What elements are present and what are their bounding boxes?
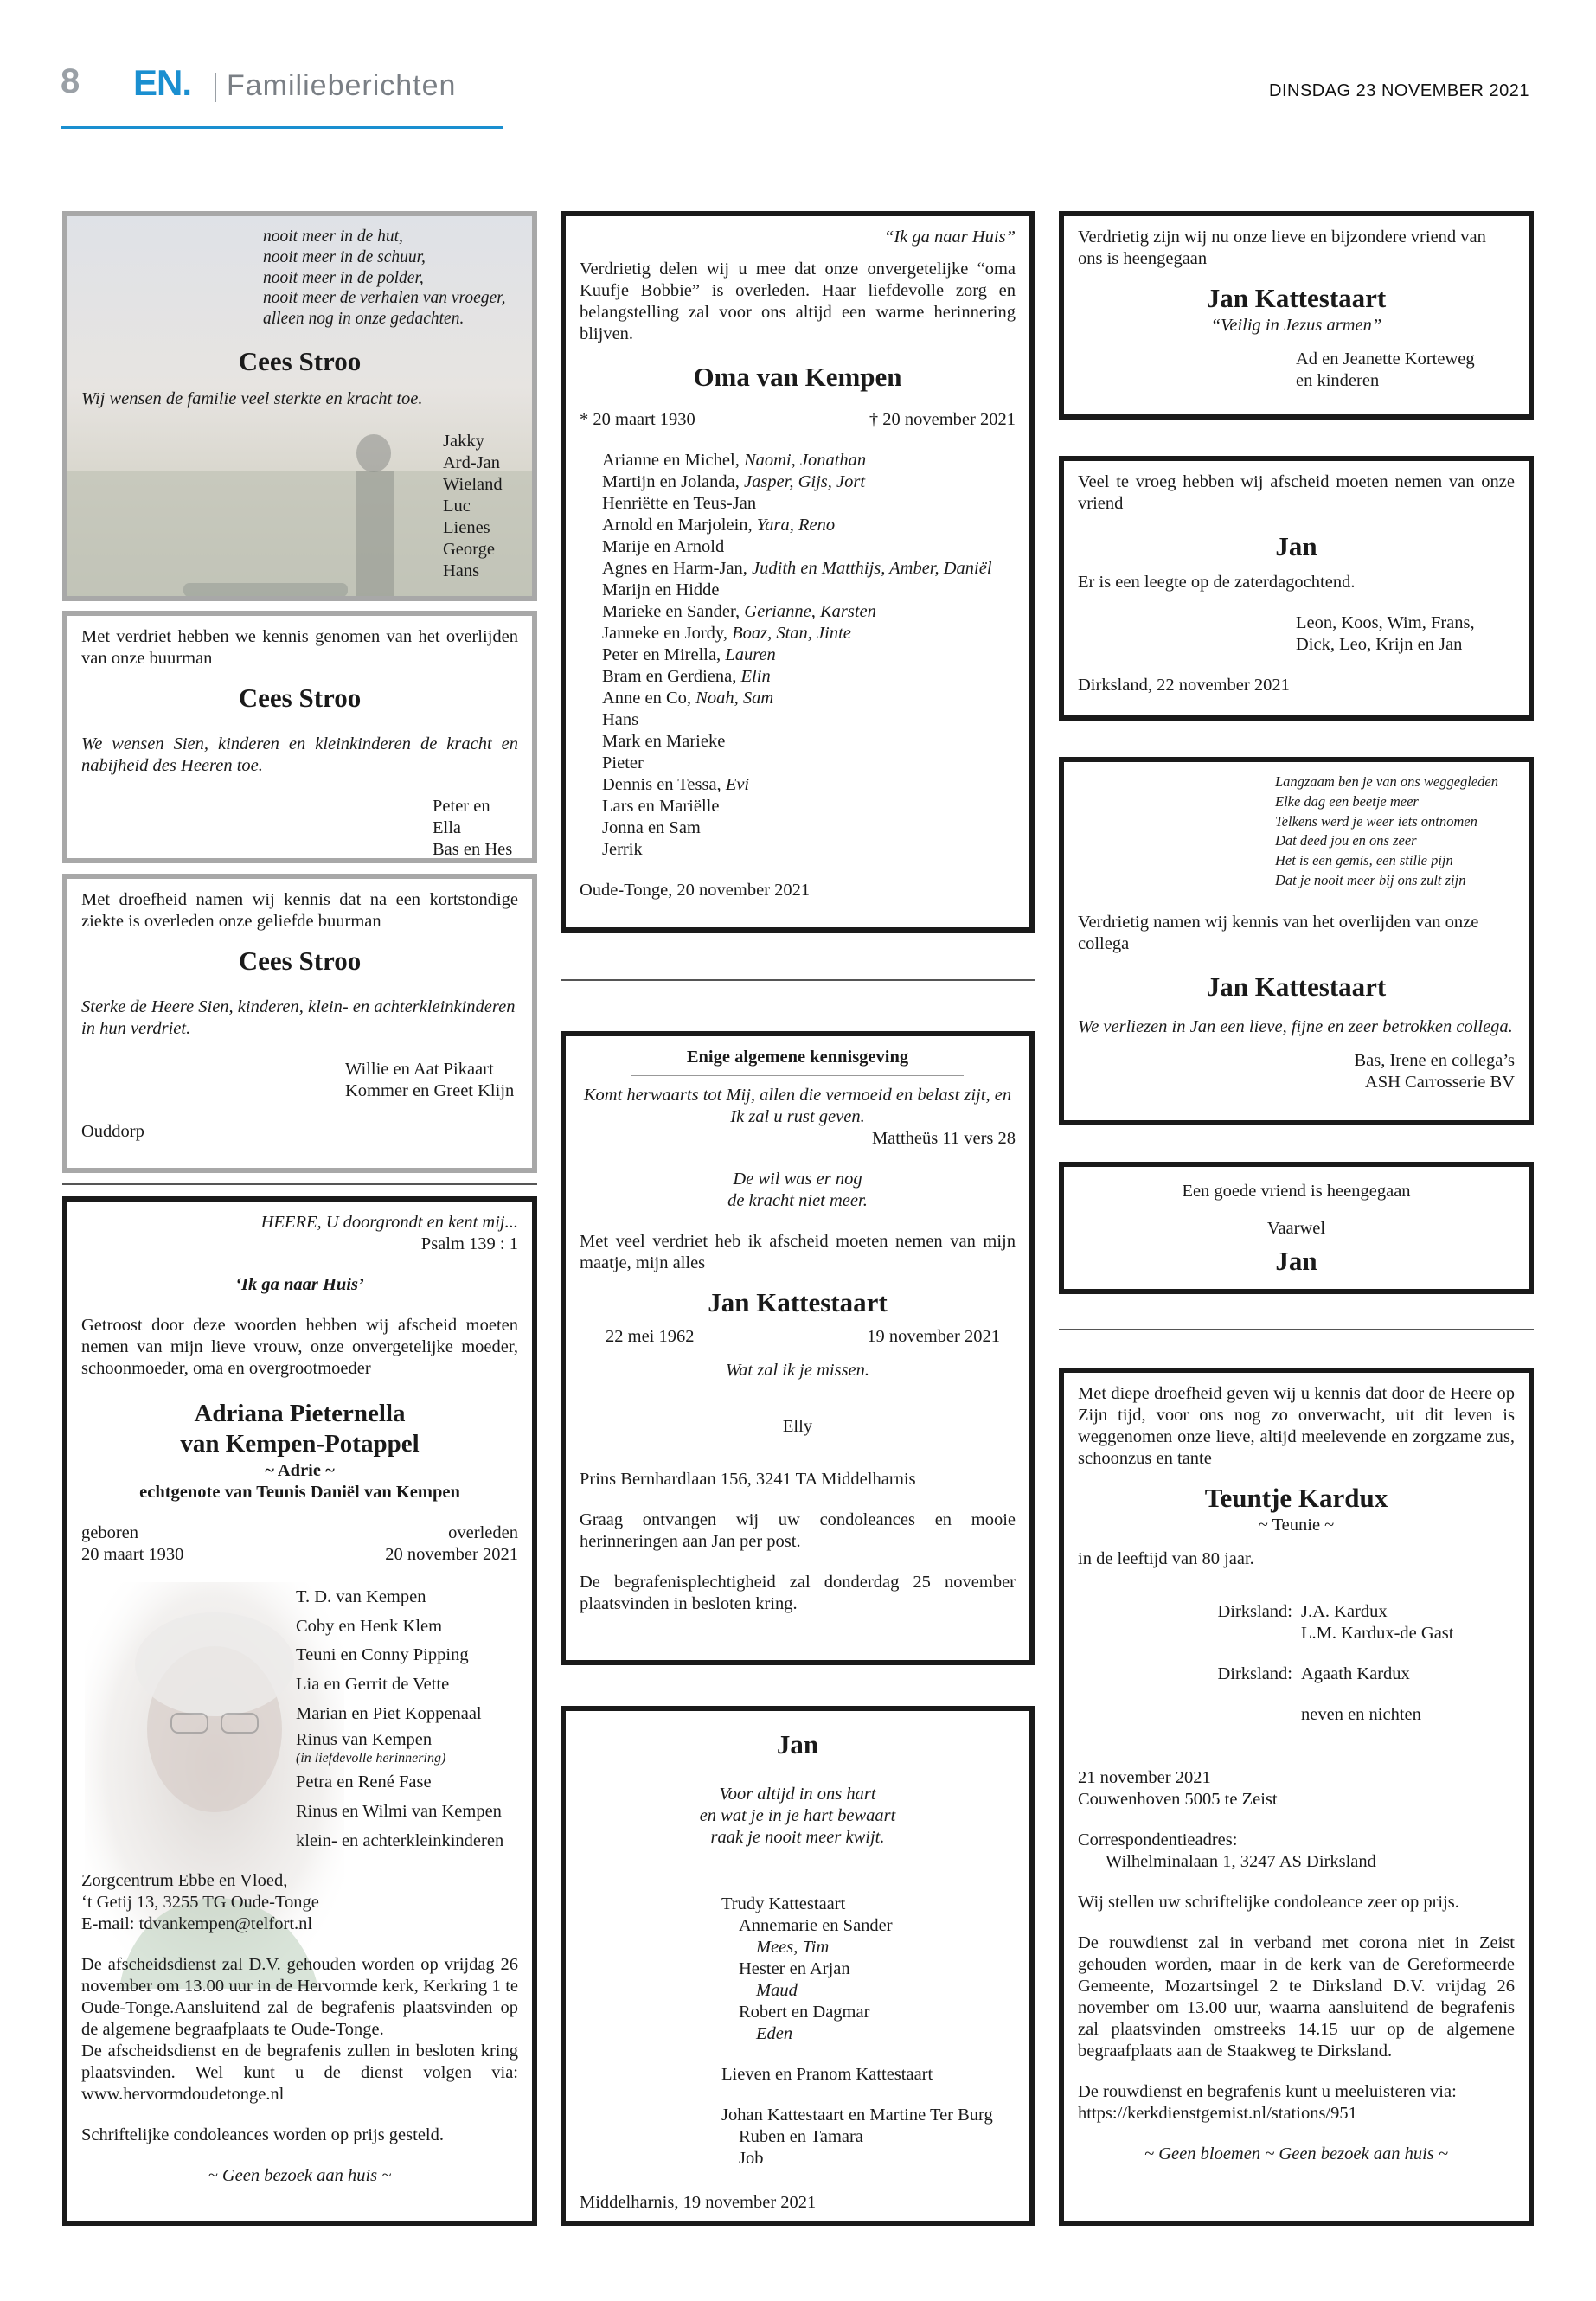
deceased-name: Jan Kattestaart [1206,283,1387,313]
family-member-children: Gerianne, Karsten [744,601,876,621]
column-divider [1059,1329,1534,1330]
family-member: Marian en Piet Koppenaal [296,1704,482,1723]
poem-line: de kracht niet meer. [727,1191,868,1210]
intro-text: Verdrietig zijn wij nu onze lieve en bijzondere vriend van ons is heengegaan [1078,228,1486,268]
dates-row [580,1326,1016,1348]
family-group-2 [1078,1663,1515,1685]
family-member-children: Jasper, Gijs, Jort [743,471,866,491]
family-place: Dirksland: [1217,1663,1292,1683]
poem-line: Dat deed jou en ons zeer [1275,832,1417,849]
bible-verse-reference: Mattheüs 11 vers 28 [871,1129,1016,1148]
family-member-names: Arnold en Marjolein, [602,515,757,535]
family-member-names: Marieke en Sander, [602,601,745,621]
service-text-2: De afscheidsdienst en de begrafenis zullen in besloten kring plaatsvinden. Wel kunt u de dienst volgen via: www.hervormdoudetonge.nl [81,2041,518,2104]
signer: Kommer en Greet Klijn [345,1080,515,1100]
service-text: De afscheidsdienst zal D.V. gehouden worden op vrijdag 26 november om 13.00 uur in de Hervormde kerk, Kerkring 1 te Oude-Tonge.Aansluitend zal de begrafenis plaatsvinden op de algemene begraafplaats te Oude-Tonge. [81,1954,518,2039]
notice-cees-stroo-photo [62,211,537,601]
signers [81,1059,518,1102]
listen-text: De rouwdienst en begrafenis kunt u meeluisteren via: [1078,2081,1457,2101]
column-divider [62,1183,537,1185]
place-date: Dirksland, 22 november 2021 [1078,675,1290,695]
bible-verse: HEERE, U doorgrondt en kent mij... [260,1213,518,1232]
family-member [602,471,1016,493]
notice-title: Enige algemene kennisgeving [686,1048,909,1067]
title-rule [631,1075,964,1076]
family-member-names: Arianne en Michel, [602,450,744,470]
family-member: Trudy Kattestaart [721,1894,846,1913]
family-member: Lia en Gerrit de Vette [296,1675,450,1695]
family-member: T. D. van Kempen [296,1586,426,1606]
family-member-names: Peter en Mirella, [602,644,726,664]
family-member: Agaath Kardux [1301,1663,1410,1683]
nickname: ~ Adrie ~ [265,1460,335,1480]
family-member: Ruben en Tamara [739,2126,863,2146]
poem-line: nooit meer de verhalen van vroeger, [263,289,506,308]
text: We verliezen in Jan een lieve, fijne en zeer betrokken collega. [1078,1017,1513,1037]
family-member [602,666,1016,688]
family-member-children: Judith en Matthijs, Amber, Daniël [752,558,992,578]
address: Prins Bernhardlaan 156, 3241 TA Middelharnis [580,1469,916,1489]
deceased-name: Cees Stroo [238,945,362,976]
born-date: * 20 maart 1930 [580,409,695,429]
family-member-names: Marije en Arnold [602,536,725,556]
family-member [602,753,1016,774]
poem-line: nooit meer in de hut, [263,228,403,246]
condolence-text: Wij stellen uw schriftelijke condoleance zeer op prijs. [1078,1892,1459,1912]
header-rule [61,126,503,129]
poem-line: alleen nog in onze gedachten. [263,310,465,329]
intro-text: Verdrietig namen wij kennis van het overlijden van onze collega [1078,912,1479,953]
notice-jan-friends [1059,456,1534,721]
deceased-name: Jan [1275,531,1317,561]
service-text: De rouwdienst zal in verband met corona niet in Zeist gehouden worden, maar in de kerk van de Gereformeerde Gemeente, Mozartsingel 2 te Dirksland D.V. vrijdag 26 november om 13.00 uur, waarna aansluitend de begrafenis zal plaatsvinden omstreeks 14.15 uur op de algemene begraafplaats aan de Staakweg te Dirksland. [1078,1932,1515,2061]
family-member: klein- en achterkleinkinderen [296,1830,504,1850]
signer: Luc [443,496,471,516]
condolences-text: Schriftelijke condoleances worden op prijs gesteld. [81,2125,444,2144]
family-member: Johan Kattestaart en Martine Ter Burg [721,2105,993,2125]
family-member [602,493,1016,515]
signer: ASH Carrosserie BV [1364,1073,1515,1093]
intro-text: Met veel verdriet heb ik afscheid moeten nemen van mijn maatje, mijn alles [580,1232,1016,1272]
family-member [602,623,1016,644]
family-member: Rinus en Wilmi van Kempen [296,1802,502,1822]
poem-line: Dat je nooit meer bij ons zult zijn [1275,871,1466,888]
signer: Elly [782,1416,813,1436]
farewell-text: Vaarwel [1266,1219,1326,1238]
family-member: Annemarie en Sander [739,1915,893,1935]
died-label: overleden [448,1522,518,1542]
poem-line: raak je nooit meer kwijt. [710,1827,885,1847]
dates-row [580,409,1016,431]
notice-jan-family [561,1706,1035,2226]
family-place: Dirksland: [1217,1601,1292,1621]
section-title: Familieberichten [227,69,457,102]
died-date: 20 november 2021 [385,1544,518,1564]
in-memory-note: (in liefdevolle herinnering) [296,1751,446,1766]
family-member [602,644,1016,666]
family-member: Maud [756,1980,798,2000]
notice-cees-stroo-neighbours-1 [62,611,537,863]
family-member: J.A. Kardux [1301,1601,1388,1621]
family-member-names: Jerrik [602,839,643,859]
correspondence-address: Wilhelminalaan 1, 3247 AS Dirksland [1106,1851,1376,1871]
signers [1078,349,1515,392]
quote: ‘Ik ga naar Huis’ [235,1275,364,1294]
intro-text: Met verdriet hebben we kennis genomen van het overlijden van onze buurman [81,627,518,668]
family-member [602,731,1016,753]
bible-verse: Komt herwaarts tot Mij, allen die vermoeid en belast zijt, en Ik zal u rust geven. [583,1086,1012,1126]
column-divider [561,979,1035,981]
family-member: L.M. Kardux-de Gast [1301,1623,1454,1643]
family-member-names: Hans [602,709,639,729]
notice-jan-kattestaart-colleagues [1059,757,1534,1125]
date-text: 21 november 2021 [1078,1767,1211,1787]
family-member [602,817,1016,839]
signers [81,431,518,582]
signer: Ad en Jeanette Korteweg [1296,349,1475,369]
page-number: 8 [61,62,80,100]
family-member: neven en nichten [1301,1704,1421,1724]
family-member [602,774,1016,796]
footer-note: ~ Geen bezoek aan huis ~ [208,2165,392,2185]
family-member-names: Marijn en Hidde [602,580,720,599]
family-member-names: Janneke en Jordy, [602,623,733,643]
funeral-text: De begrafenisplechtigheid zal donderdag 25 november plaatsvinden in besloten kring. [580,1572,1016,1613]
intro-text: Met diepe droefheid geven wij u kennis dat door de Heere op Zijn tijd, voor ons nog zo onverwacht, uit dit leven is weggenomen onze lieve, altijd meelevende en zorgzame zus, schoonzus en tante [1078,1384,1515,1468]
signer: Lienes [443,517,490,537]
family-member: Coby en Henk Klem [296,1616,443,1636]
stream-link[interactable]: https://kerkdienstgemist.nl/stations/951 [1078,2103,1357,2123]
family-member-names: Henriëtte en Teus-Jan [602,493,757,513]
email-link[interactable]: E-mail: tdvankempen@telfort.nl [81,1913,313,1933]
signer: Leon, Koos, Wim, Frans, [1296,612,1475,632]
born-date: 22 mei 1962 [606,1326,695,1346]
family-member [602,558,1016,580]
signers [1078,1050,1515,1093]
footer-note: ~ Geen bloemen ~ Geen bezoek aan huis ~ [1144,2144,1448,2163]
address: Couwenhoven 5005 te Zeist [1078,1789,1278,1809]
deceased-name: Jan [1275,1246,1317,1276]
family-member: Mees, Tim [756,1937,830,1957]
notice-adriana-van-kempen [62,1196,537,2226]
family-member [602,450,1016,471]
place-date: Oude-Tonge, 20 november 2021 [580,880,811,900]
family-member-children: Elin [740,666,771,686]
family-member: Eden [756,2023,793,2043]
wish-text: Sterke de Heere Sien, kinderen, klein- en achterkleinkinderen in hun verdriet. [81,997,516,1038]
poem-line: Het is een gemis, een stille pijn [1275,852,1453,869]
place: Ouddorp [81,1121,144,1141]
family-member [602,839,1016,861]
address-line: Zorgcentrum Ebbe en Vloed, [81,1870,288,1890]
dates-row [81,1522,518,1566]
newspaper-logo[interactable]: EN. [133,62,192,103]
family-group-1 [1078,1601,1515,1644]
memories-text: Graag ontvangen wij uw condoleances en mooie herinneringen aan Jan per post. [580,1509,1016,1551]
family-member: Robert en Dagmar [739,2002,870,2022]
poem-line: en wat je in je hart bewaart [699,1805,896,1825]
family-member-names: Jonna en Sam [602,817,701,837]
family-list-2 [580,2105,1016,2170]
family-member: Petra en René Fase [296,1772,432,1792]
intro-text: Veel te vroeg hebben wij afscheid moeten nemen van onze vriend [1078,472,1515,513]
quote: “Veilig in Jezus armen” [1210,315,1382,335]
family-member-children: Lauren [725,644,776,664]
signer: Hans [443,561,480,580]
signer: Jakky [443,431,484,451]
place-date: Middelharnis, 19 november 2021 [580,2192,817,2212]
wish-text: We wensen Sien, kinderen en kleinkinderen de kracht en nabijheid des Heeren toe. [81,734,518,775]
family-list [580,1894,1016,2045]
poem-line: nooit meer in de polder, [263,268,424,287]
family-member-children: Evi [725,774,750,794]
notice-teuntje-kardux [1059,1368,1534,2226]
family-member-names: Martijn en Jolanda, [602,471,744,491]
family-member [602,709,1016,731]
poem-line: nooit meer in de schuur, [263,247,426,266]
family-member: Lieven en Pranom Kattestaart [721,2064,933,2084]
signer: Wieland [443,474,503,494]
header-separator [215,73,216,102]
deceased-name-line1: Adriana Pieternella [194,1400,406,1427]
quote: “Ik ga naar Huis” [883,228,1016,247]
poem [81,227,518,330]
family-member [602,601,1016,623]
signers [1078,612,1515,656]
address-line: ‘t Getij 13, 3255 TG Oude-Tonge [81,1892,319,1912]
poem-line: Elke dag een beetje meer [1275,792,1419,810]
family-member-names: Pieter [602,753,644,772]
signer: Bas, Irene en collega’s [1354,1051,1515,1071]
poem-line: Voor altijd in ons hart [719,1784,876,1804]
spouse-line: echtgenote van Teunis Daniël van Kempen [139,1482,460,1502]
signer: Bas en Hes [433,839,513,859]
signer: Ard-Jan [443,452,501,472]
notice-jan-vaarwel [1059,1162,1534,1294]
deceased-name: Cees Stroo [238,345,362,376]
family-member [602,688,1016,709]
family-member-names: Lars en Mariëlle [602,796,720,816]
wish-text: Wij wensen de familie veel sterkte en kracht toe. [81,388,423,408]
deceased-name: Jan [776,1729,819,1759]
intro-text: Een goede vriend is heengegaan [1182,1182,1411,1201]
family-member-names: Agnes en Harm-Jan, [602,558,753,578]
signer: Peter en Ella [433,796,490,837]
notice-cees-stroo-neighbours-2 [62,874,537,1173]
poem [1078,772,1515,891]
deceased-name-line2: van Kempen-Potappel [180,1430,420,1458]
family-member: Teuni en Conny Pipping [296,1645,469,1665]
family-member-children: Yara, Reno [756,515,836,535]
family-member: Rinus van Kempen [296,1729,433,1749]
born-date: 20 maart 1930 [81,1544,184,1564]
deceased-name: Jan Kattestaart [1206,971,1387,1002]
signer: en kinderen [1296,370,1380,390]
signers [81,796,518,861]
signer: George [443,539,495,559]
died-date: † 20 november 2021 [869,409,1016,429]
family-list [580,450,1016,861]
nickname: ~ Teunie ~ [1258,1515,1335,1535]
family-member [602,796,1016,817]
intro-text: Met droefheid namen wij kennis dat na een kortstondige ziekte is overleden onze geliefde buurman [81,890,518,931]
text: Er is een leegte op de zaterdagochtend. [1078,572,1356,592]
poem-line: Langzaam ben je van ons weggegleden [1275,773,1498,790]
deceased-name: Teuntje Kardux [1204,1483,1388,1513]
family-member-names: Bram en Gerdiena, [602,666,741,686]
family-member-names: Mark en Marieke [602,731,726,751]
notice-jan-kattestaart-korteweg [1059,211,1534,420]
intro-text: Getroost door deze woorden hebben wij afscheid moeten nemen van mijn lieve vrouw, onze onvergetelijke moeder, schoonmoeder, oma en overgrootmoeder [81,1316,518,1378]
poem-line: De wil was er nog [733,1170,862,1189]
born-label: geboren [81,1522,139,1542]
signer: Willie en Aat Pikaart [345,1059,494,1079]
poem-line: Telkens werd je weer iets ontnomen [1275,812,1477,830]
age-text: in de leeftijd van 80 jaar. [1078,1548,1254,1568]
family-member [602,515,1016,536]
deceased-name: Oma van Kempen [693,362,902,392]
died-date: 19 november 2021 [867,1326,1000,1346]
family-member-children: Boaz, Stan, Jinte [732,623,851,643]
signer: Dick, Leo, Krijn en Jan [1296,634,1463,654]
intro-text: Verdrietig delen wij u mee dat onze onvergetelijke “oma Kuufje Bobbie” is overleden. Haar liefdevolle zorg en belangstelling zal voor ons altijd een warme herinnering blijven. [580,260,1016,343]
issue-date: DINSDAG 23 NOVEMBER 2021 [1269,81,1529,100]
bible-verse-reference: Psalm 139 : 1 [420,1234,518,1253]
family-member-children: Naomi, Jonathan [743,450,867,470]
deceased-name: Cees Stroo [238,683,362,713]
notice-jan-kattestaart-elly [561,1031,1035,1665]
family-member: Hester en Arjan [739,1958,850,1978]
family-member [602,536,1016,558]
family-member [602,580,1016,601]
miss-text: Wat zal ik je missen. [725,1360,870,1380]
family-member: Job [739,2148,764,2168]
family-member-names: Anne en Co, [602,688,696,708]
correspondence-label: Correspondentieadres: [1078,1830,1238,1849]
notice-oma-van-kempen [561,211,1035,933]
family-member-children: Noah, Sam [695,688,774,708]
deceased-name: Jan Kattestaart [708,1287,888,1317]
family-member-names: Dennis en Tessa, [602,774,726,794]
family-list [81,1583,518,1856]
